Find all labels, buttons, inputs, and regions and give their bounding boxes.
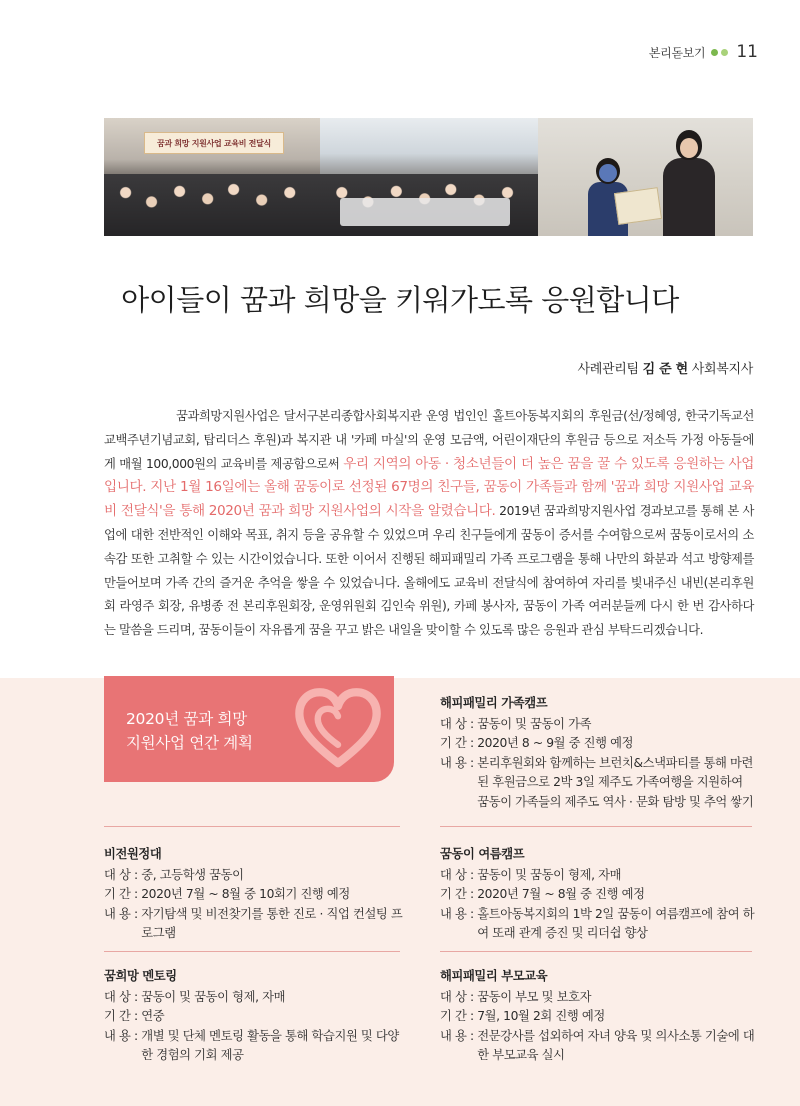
body-part2: 2019년 꿈과희망지원사업 경과보고를 통해 본 사업에 대한 전반적인 이해와 목표, 취지 등을 공유할 수 있었으며 우리 친구들에게 꿈동이 증서를 수여함으로써 꿈동이로서의 소속감 또한 고취할 수 있는 시간이었습니다. 또한 이어서 진행된 해피패밀리 가족 프로그램을 통해 나만의 화분과 석고 방향제를 만들어보며 가족 간의 즐거운 추억을 쌓을 수 있었습니다. 올해에도 교육비 전달식에 참여하여 자리를 빛내주신 내빈(본리후원회 라영주 회장, 유병종 전 본리후원회장, 운영위원회 김인숙 위원), 카페 봉사자, 꿈동이 가족 여러분들께 다시 한 번 감사하다는 말씀을 드리며, 꿈동이들이 자유롭게 꿈을 꾸고 밝은 내일을 맞이할 수 있도록 많은 응원과 관심 부탁드리겠습니다.: [104, 504, 754, 638]
program-title: 꿈동이 여름캠프: [440, 847, 525, 861]
page-header: [649, 42, 758, 62]
program-target: 꿈동이 및 꿈동이 가족: [477, 716, 592, 731]
program-summer-camp: 꿈동이 여름캠프 대 상 : 꿈동이 및 꿈동이 형제, 자매 기 간 : 2020년 7월 ~ 8월 중 진행 예정 내 용 : 홀트아동복지회의 1박 2일 꿈동이 여름캠프에 참여 하여 또래 관계 증진 및 리더쉽 향상: [440, 845, 756, 944]
program-content: 전문강사를 섭외하여 자녀 양육 및 의사소통 기술에 대한 부모교육 실시: [477, 1028, 755, 1062]
program-target: 꿈동이 및 꿈동이 형제, 자매: [477, 867, 622, 882]
program-content: 자기탐색 및 비전찾기를 통한 진로 · 직업 컨설팅 프로그램: [141, 906, 403, 940]
heart-icon: [292, 684, 384, 776]
divider: [440, 826, 752, 827]
article-title: 아이들이 꿈과 희망을 키워가도록 응원합니다: [121, 283, 679, 317]
plan-title-box: [104, 676, 394, 782]
program-family-camp: 해피패밀리 가족캠프 대 상 : 꿈동이 및 꿈동이 가족 기 간 : 2020년 8 ~ 9월 중 진행 예정 내 용 : 본리후원회와 함께하는 브런치&스낵파티를 통해 마련된 후원금으로 2박 3일 제주도 가족여행을 지원하여 꿈동이 가족들의 제주도 역사 · 문화 탐방 및 추억 쌓기: [440, 694, 756, 812]
program-title: 비전원정대: [104, 847, 162, 861]
program-period: 7월, 10월 2회 진행 예정: [477, 1009, 605, 1023]
dot-icon: [711, 49, 718, 56]
plan-title-line1: 2020년 꿈과 희망: [126, 710, 247, 728]
dot-icon: [721, 49, 728, 56]
program-title: 해피패밀리 가족캠프: [440, 696, 548, 710]
plan-title-line2: 지원사업 연간 계획: [126, 734, 253, 752]
author-name: 김 준 현: [642, 362, 688, 377]
author-line: [578, 358, 753, 377]
dots-icon: [711, 49, 728, 56]
program-content: 본리후원회와 함께하는 브런치&스낵파티를 통해 마련된 후원금으로 2박 3일 제주도 가족여행을 지원하여 꿈동이 가족들의 제주도 역사 · 문화 탐방 및 추억 쌓기: [477, 755, 754, 809]
author-team: 사례관리팀: [577, 362, 643, 377]
crowd-image: [104, 174, 320, 236]
event-banner: [144, 132, 284, 154]
divider: [104, 951, 400, 952]
program-parent-education: 해피패밀리 부모교육 대 상 : 꿈동이 부모 및 보호자 기 간 : 7월, 10월 2회 진행 예정 내 용 : 전문강사를 섭외하여 자녀 양육 및 의사소통 기술에 대한 부모교육 실시: [440, 967, 756, 1066]
certificate-image: [614, 187, 662, 225]
author-role: 사회복지사: [687, 362, 753, 377]
program-vision-team: 비전원정대 대 상 : 중, 고등학생 꿈동이 기 간 : 2020년 7월 ~ 8월 중 10회기 진행 예정 내 용 : 자기탐색 및 비전찾기를 통한 진로 · 직업 컨설팅 프로그램: [104, 845, 404, 944]
program-content: 홀트아동복지회의 1박 2일 꿈동이 여름캠프에 참여 하여 또래 관계 증진 및 리더쉽 향상: [477, 906, 755, 940]
plan-title: [126, 707, 253, 755]
program-target: 꿈동이 및 꿈동이 형제, 자매: [141, 989, 286, 1004]
program-title: 꿈희망 멘토링: [104, 969, 177, 983]
program-mentoring: 꿈희망 멘토링 대 상 : 꿈동이 및 꿈동이 형제, 자매 기 간 : 연중 내 용 : 개별 및 단체 멘토링 활동을 통해 학습지원 및 다양한 경험의 기회 제공: [104, 967, 404, 1066]
event-banner-text: 꿈과 희망 지원사업 교육비 전달식: [157, 138, 271, 148]
divider: [440, 951, 752, 952]
photo-strip: [104, 118, 753, 236]
program-period: 2020년 7월 ~ 8월 중 진행 예정: [477, 887, 645, 901]
program-period: 2020년 7월 ~ 8월 중 10회기 진행 예정: [141, 887, 350, 901]
group-photo: [104, 118, 320, 236]
section-name: 본리돋보기: [648, 45, 706, 60]
article-body: [104, 405, 754, 643]
body-part1: 꿈과희망지원사업은 달서구본리종합사회복지관 운영 법인인 홀트아동복지회의 후원금(선/정혜영, 한국기독교선교백주년기념교회, 탑리더스 후원)과 복지관 내 '카페 마실'의 운영 모금액, 어린이재단의 후원금 등으로 저소득 가정 아동들에게 매월 100,000원의 교육비를 제공함으로써: [104, 409, 754, 471]
divider: [104, 826, 400, 827]
certificate-photo: [538, 118, 753, 236]
presenter-image: [663, 126, 715, 236]
program-title: 해피패밀리 부모교육: [440, 969, 548, 983]
program-period: 연중: [141, 1009, 165, 1023]
program-period: 2020년 8 ~ 9월 중 진행 예정: [477, 736, 634, 750]
hall-photo: [320, 118, 538, 236]
program-target: 꿈동이 부모 및 보호자: [477, 989, 592, 1004]
page-number: 11: [736, 42, 758, 62]
program-content: 개별 및 단체 멘토링 활동을 통해 학습지원 및 다양한 경험의 기회 제공: [141, 1028, 399, 1062]
tables-image: [340, 198, 510, 226]
program-target: 중, 고등학생 꿈동이: [141, 867, 244, 882]
body-highlight: 우리 지역의 아동 · 청소년들이 더 높은 꿈을 꿀 수 있도록 응원하는 사업입니다. 지난 1월 16일에는 올해 꿈동이로 선정된 67명의 친구들, 꿈동이 가족들과 함께 '꿈과 희망 지원사업 교육비 전달식'을 통해 2020년 꿈과 희망 지원사업의 시작을 알렸습니다.: [104, 455, 754, 520]
